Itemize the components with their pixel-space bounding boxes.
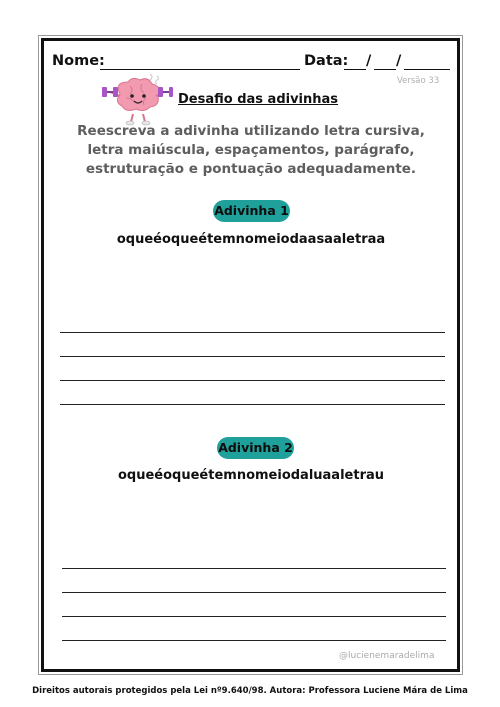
- writing-line[interactable]: [60, 356, 445, 357]
- date-label: Data:: [304, 53, 349, 69]
- writing-line[interactable]: [62, 592, 446, 593]
- riddle-2-badge: Adivinha 2: [217, 437, 294, 459]
- brain-lifting-dumbbells-icon: [100, 72, 174, 126]
- riddle-1-text: oqueéoqueétemnomeiodaasaaletraa: [116, 232, 386, 247]
- version-label: Versão 33: [397, 76, 440, 86]
- date-year-line: [404, 69, 450, 70]
- writing-line[interactable]: [60, 332, 445, 333]
- author-handle-watermark: @lucienemaradelima: [339, 651, 435, 661]
- worksheet-title: Desafio das adivinhas: [178, 92, 339, 107]
- date-month-line: [374, 69, 396, 70]
- writing-line[interactable]: [60, 380, 445, 381]
- name-field-line: [100, 69, 300, 70]
- date-slash: /: [396, 53, 402, 69]
- riddle-1-badge: Adivinha 1: [213, 200, 290, 222]
- date-slash: /: [366, 53, 372, 69]
- writing-line[interactable]: [62, 568, 446, 569]
- writing-line[interactable]: [62, 616, 446, 617]
- date-day-line: [344, 69, 366, 70]
- header-row: [52, 53, 452, 73]
- writing-line[interactable]: [60, 404, 445, 405]
- writing-line[interactable]: [62, 640, 446, 641]
- instructions-text: Reescreva a adivinha utilizando letra cursiva, letra maiúscula, espaçamentos, parágrafo, estruturação e pontuação adequadamente.: [77, 123, 425, 177]
- name-label: Nome:: [52, 53, 105, 69]
- riddle-2-text: oqueéoqueétemnomeiodaluaaletrau: [117, 468, 385, 483]
- copyright-footer: Direitos autorais protegidos pela Lei nº9.640/98. Autora: Professora Luciene Mára de Lima: [32, 686, 468, 696]
